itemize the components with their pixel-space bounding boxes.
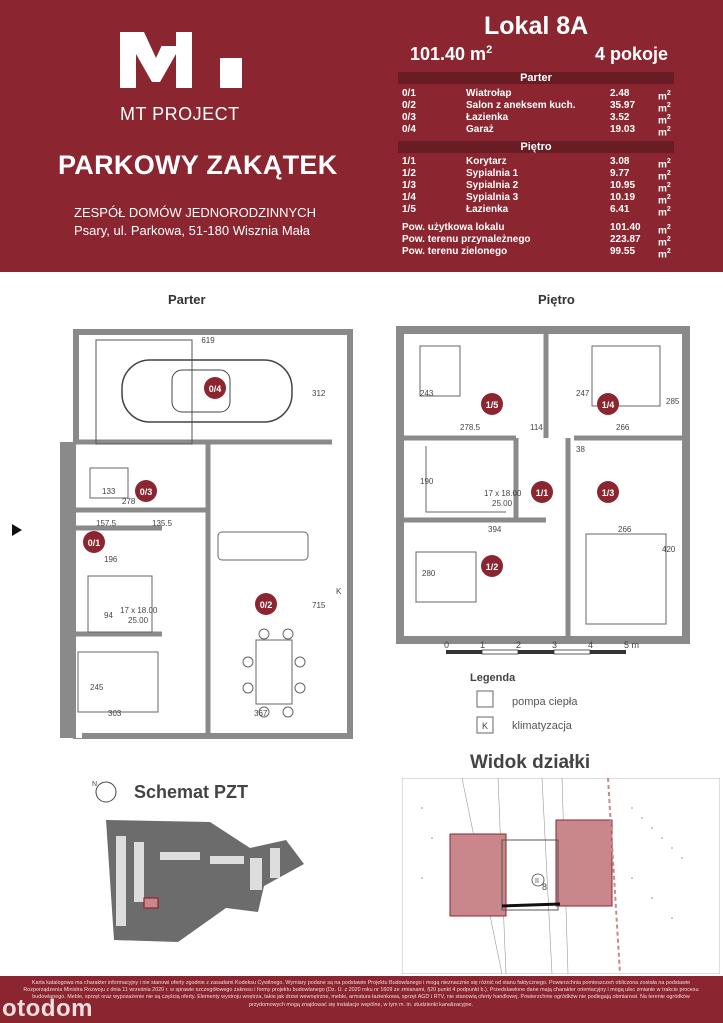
area-table-row <box>402 112 677 127</box>
stair-label: 17 x 18.00 <box>484 489 522 498</box>
scale-tick: 3 <box>552 640 558 650</box>
ac-legend-mark: K <box>482 721 489 731</box>
dim-label: 266 <box>618 525 632 534</box>
row-unit: $m^2$ <box>658 170 671 183</box>
area-table-row <box>402 246 677 261</box>
row-name: Pow. terenu zielonego <box>402 246 508 257</box>
area-table-row <box>402 156 677 171</box>
room-label-1-4: 1/4 <box>601 400 615 410</box>
row-value: 9.77 <box>610 168 630 179</box>
project-subtitle-1: ZESPÓŁ DOMÓW JEDNORODZINNYCH <box>74 205 316 220</box>
scale-tick: 2 <box>516 640 522 650</box>
row-code: 0/2 <box>402 100 416 111</box>
scale-tick: 0 <box>444 640 450 650</box>
stair-label: 17 x 18.00 <box>120 606 158 615</box>
row-value: 2.48 <box>610 88 630 99</box>
table-section-parter: Parter <box>398 72 674 84</box>
dim-label: 157.5 <box>96 519 117 528</box>
lot-view-map <box>402 778 720 974</box>
dim-label: 303 <box>108 709 122 718</box>
area-table-row <box>402 180 677 195</box>
site-unit-highlight <box>144 898 158 908</box>
row-value: 10.19 <box>610 192 636 203</box>
dim-label: 133 <box>102 487 116 496</box>
area-table-row <box>402 124 677 139</box>
row-value: 3.08 <box>610 156 630 167</box>
row-name: Salon z aneksem kuch. <box>466 100 576 111</box>
table-section-pietro: Piętro <box>398 141 674 153</box>
parter-plan-title: Parter <box>168 292 206 307</box>
dim-label: 280 <box>422 569 436 578</box>
area-table-row <box>402 100 677 115</box>
project-address: Psary, ul. Parkowa, 51-180 Wisznia Mała <box>74 223 311 238</box>
dim-label: 278.5 <box>460 423 481 432</box>
row-name: Garaż <box>466 124 494 135</box>
footer-disclaimer <box>0 976 723 1023</box>
pietro-floor-plan <box>396 326 696 646</box>
legend-heat-pump: pompa ciepła <box>512 696 578 708</box>
footer-text: Karta katalogowa ma charakter informacyjny i nie stanowi oferty zgodnie z zasadami Kodeksu Cywilnego. Wymiary podane są na podstawie Projektu Budowlanego i mogą nieznacznie się różnić od stanu faktycznego. Powierzchnia pomieszczeń obliczona została na podstawie Rozporządzenia Ministra Rozwoju z dnia 11 września 2020 r. w sprawie szczegółowego zakresu i formy projektu budowlanego (Dz. U. z 2020 roku nr 1609 ze zmianami, §20 punkt 4 podpunkt b.). Przedstawione dane mają charakter orientacyjny i mogą ulec zmianie w trakcie procesu budowlanego. Meble, sprzęt oraz wyposażenie nie są częścią oferty. Elementy wystroju wnętrza, takie jak drzwi wewnętrzne, meble, armatura łazienkowa, sprzęt AGD i RTV, nie stanowią oferty handlowej. Powierzchnie ogródków nie podlegają obmiarowi. Na terenie ogródków przydomowych mogą znajdować się instalacje wspólne, w tym m. in. studzienki kanalizacyjne. <box>23 980 699 1008</box>
row-unit: $m^2$ <box>658 206 671 219</box>
dim-label: 114 <box>530 423 543 432</box>
site-plan-map <box>100 812 310 948</box>
lot-highlight-right <box>556 820 612 906</box>
unit-title: Lokal 8A <box>484 12 589 40</box>
row-value: 3.52 <box>610 112 630 123</box>
area-table-row <box>402 204 677 219</box>
logo-text: MT PROJECT <box>120 104 240 124</box>
row-code: 1/5 <box>402 204 416 215</box>
dim-label: 38 <box>576 445 585 454</box>
compass-icon <box>92 778 122 806</box>
widok-title: Widok działki <box>470 752 591 773</box>
watermark-text: otodom <box>2 995 93 1022</box>
dim-label: 94 <box>104 611 113 620</box>
row-unit: $m^2$ <box>658 126 671 139</box>
schemat-title: Schemat PZT <box>134 782 249 802</box>
area-table-row <box>402 168 677 183</box>
pietro-plan-title: Piętro <box>538 292 575 307</box>
dim-label: 245 <box>90 683 104 692</box>
dim-label: 715 <box>312 601 326 610</box>
row-value: 6.41 <box>610 204 630 215</box>
row-code: 1/4 <box>402 192 416 203</box>
row-code: 0/3 <box>402 112 416 123</box>
dim-label: 135.5 <box>152 519 173 528</box>
row-unit: $m^2$ <box>658 248 671 261</box>
row-value: 101.40 <box>610 222 641 233</box>
row-value: 35.97 <box>610 100 636 111</box>
row-value: 10.95 <box>610 180 636 191</box>
row-unit: $m^2$ <box>658 236 671 249</box>
room-label-1-2: 1/2 <box>485 562 499 572</box>
row-name: Wiatrołap <box>466 88 512 99</box>
row-name: Sypialnia 2 <box>466 180 519 191</box>
row-unit: $m^2$ <box>658 158 671 171</box>
dim-label: 394 <box>488 525 502 534</box>
header-banner <box>0 0 723 272</box>
row-name: Korytarz <box>466 156 507 167</box>
row-unit: $m^2$ <box>658 182 671 195</box>
row-name: Łazienka <box>466 204 509 215</box>
room-label-0-4: 0/4 <box>208 384 222 394</box>
legend-ac: klimatyzacja <box>512 720 572 732</box>
row-value: 223.87 <box>610 234 641 245</box>
compass-north: N <box>92 781 98 788</box>
row-name: Łazienka <box>466 112 509 123</box>
area-table-row <box>402 192 677 207</box>
lot-mark: II <box>535 878 539 885</box>
unit-rooms: 4 pokoje <box>595 44 669 64</box>
row-code: 1/3 <box>402 180 416 191</box>
dim-label: 190 <box>420 477 434 486</box>
row-name: Sypialnia 3 <box>466 192 519 203</box>
row-unit: $m^2$ <box>658 194 671 207</box>
scale-tick: 4 <box>588 640 594 650</box>
dim-label: 196 <box>104 555 118 564</box>
entrance-arrow-icon <box>12 524 22 536</box>
parter-floor-plan <box>12 318 362 748</box>
heat-pump-icon <box>476 690 496 710</box>
row-unit: $m^2$ <box>658 114 671 127</box>
ac-mark: K <box>336 587 342 596</box>
row-value: 99.55 <box>610 246 636 257</box>
room-label-1-3: 1/3 <box>601 488 615 498</box>
row-name: Pow. terenu przynależnego <box>402 234 531 245</box>
row-code: 0/4 <box>402 124 416 135</box>
row-value: 19.03 <box>610 124 636 135</box>
room-label-1-5: 1/5 <box>485 400 499 410</box>
room-label-0-1: 0/1 <box>87 538 101 548</box>
dim-label: 247 <box>576 389 590 398</box>
project-title: PARKOWY ZAKĄTEK <box>58 150 338 180</box>
scale-tick: 1 <box>480 640 486 650</box>
dim-label: 312 <box>312 389 326 398</box>
ac-icon <box>476 716 496 736</box>
row-code: 1/2 <box>402 168 416 179</box>
unit-area: 101.40 $m^2$ <box>410 44 493 64</box>
legend-title: Legenda <box>470 672 516 684</box>
row-name: Sypialnia 1 <box>466 168 519 179</box>
mt-logo-icon <box>120 28 244 88</box>
room-label-0-2: 0/2 <box>259 600 273 610</box>
dim-label: 619 <box>201 336 215 345</box>
stair-label: 25.00 <box>128 616 149 625</box>
area-table-row <box>402 222 677 237</box>
room-label-0-3: 0/3 <box>139 487 153 497</box>
area-table-row <box>402 234 677 249</box>
dim-label: 266 <box>616 423 630 432</box>
stair-label: 25.00 <box>492 499 513 508</box>
row-unit: $m^2$ <box>658 102 671 115</box>
dim-label: 285 <box>666 397 680 406</box>
dim-label: 243 <box>420 389 434 398</box>
row-unit: $m^2$ <box>658 224 671 237</box>
dim-label: 278 <box>122 497 136 506</box>
scale-tick: 5 m <box>624 640 640 650</box>
dim-label: 420 <box>662 545 676 554</box>
row-code: 1/1 <box>402 156 416 167</box>
row-unit: $m^2$ <box>658 90 671 103</box>
lot-number: 8 <box>542 882 548 892</box>
area-table-row <box>402 88 677 103</box>
row-code: 0/1 <box>402 88 416 99</box>
scale-bar <box>440 640 680 664</box>
lot-highlight-left <box>450 834 506 916</box>
row-name: Pow. użytkowa lokalu <box>402 222 505 233</box>
dim-label: 367 <box>254 709 268 718</box>
room-label-1-1: 1/1 <box>535 488 549 498</box>
